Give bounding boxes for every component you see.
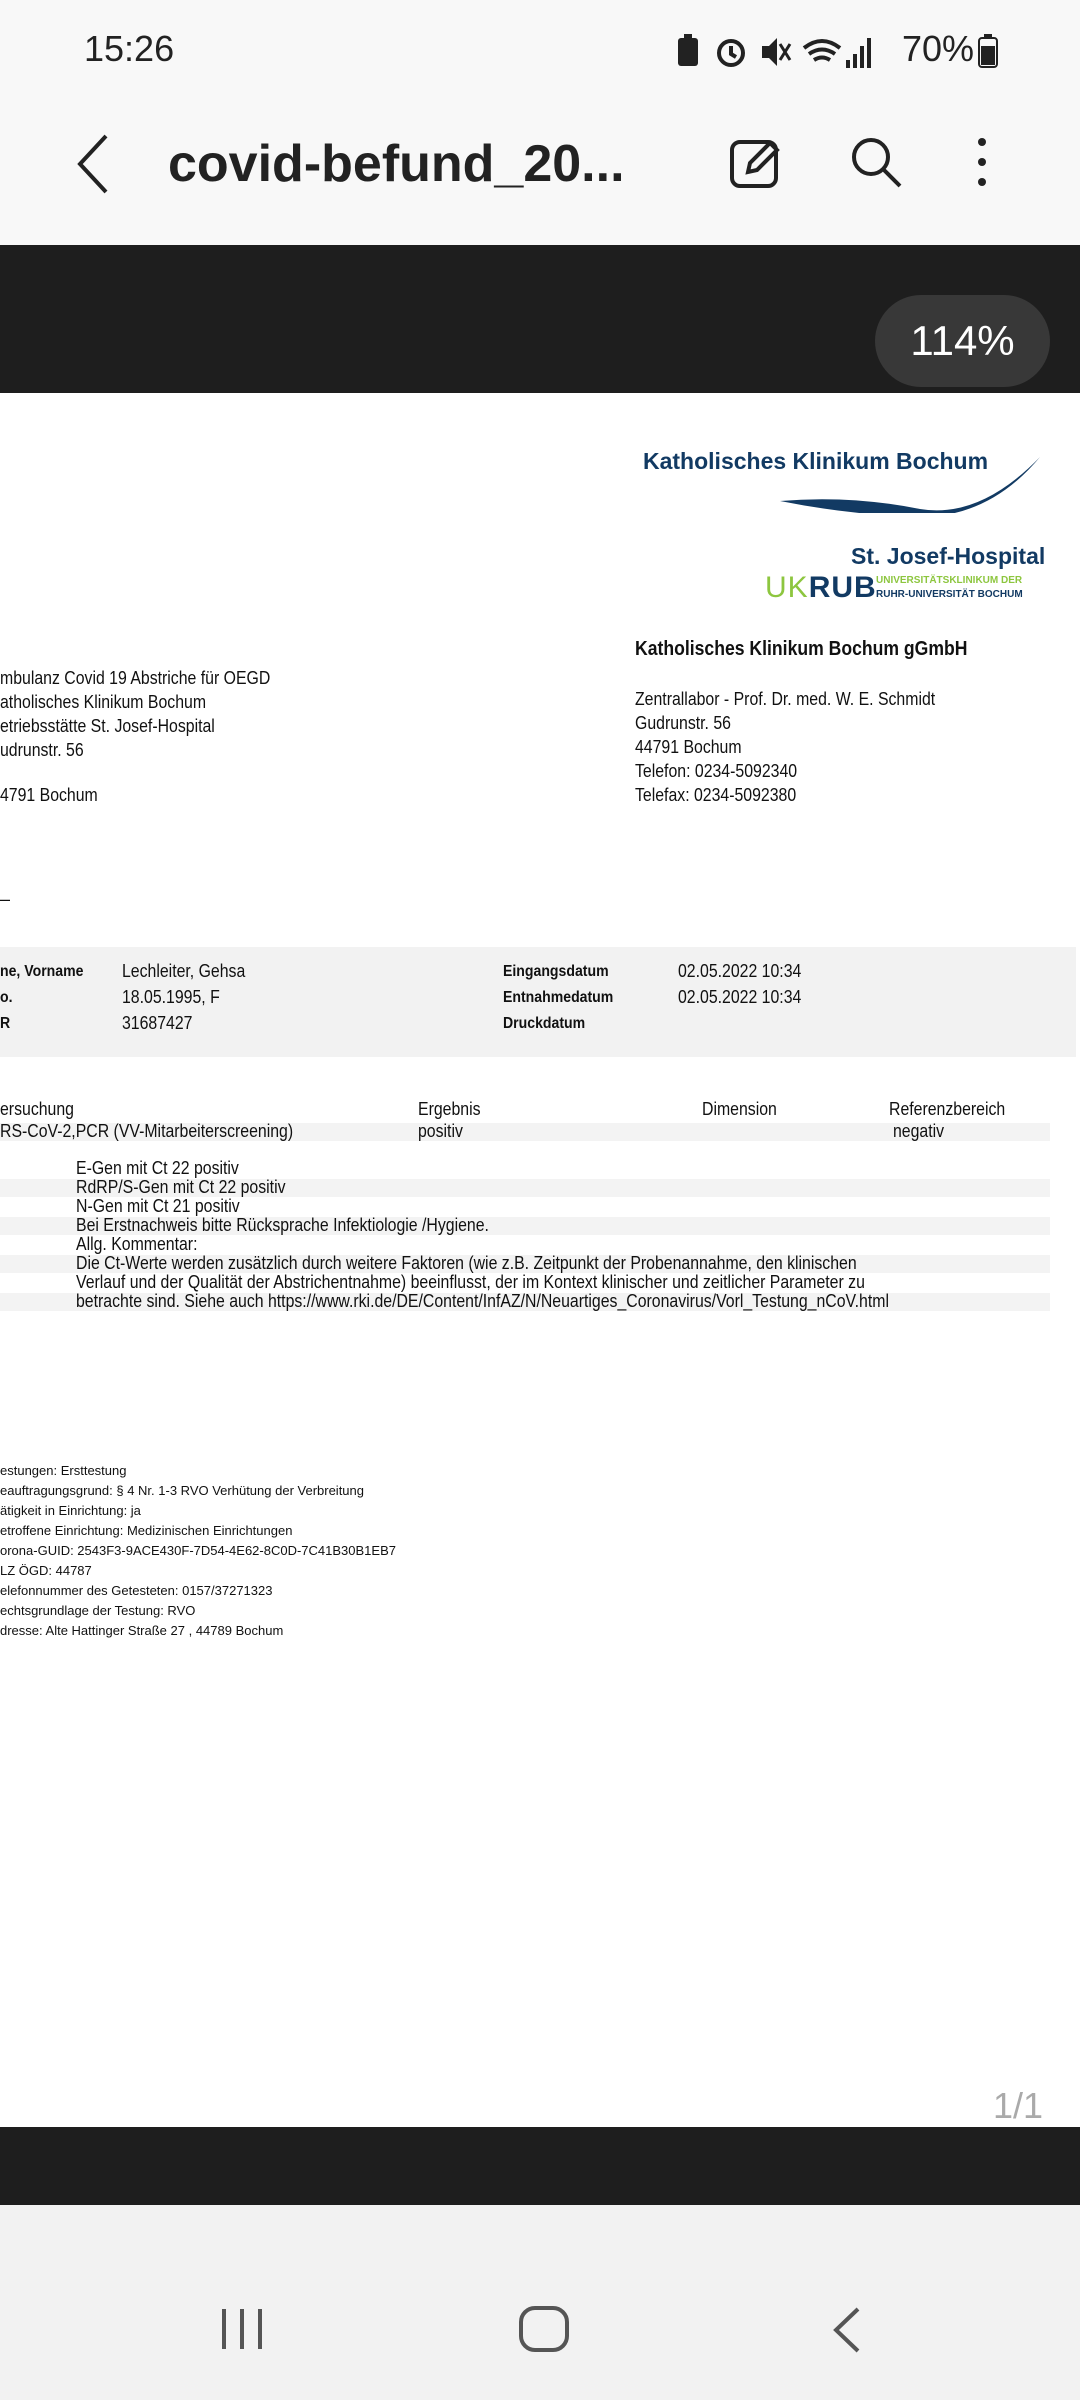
battery-icon	[978, 34, 998, 68]
wifi-icon	[804, 41, 840, 60]
app-bar	[0, 100, 1080, 245]
results-header: Dimension	[702, 1099, 777, 1119]
footer-line: estungen: Ersttestung	[0, 1463, 127, 1478]
patient-value: 02.05.2022 10:34	[678, 961, 802, 981]
recent-apps-icon[interactable]	[218, 2307, 266, 2351]
pdf-page[interactable]	[0, 393, 1080, 2127]
logo-uni-line2: RUHR-UNIVERSITÄT BOCHUM	[876, 589, 1023, 600]
patient-value: 31687427	[122, 1013, 193, 1033]
patient-value: 18.05.1995, F	[122, 987, 220, 1007]
document-title: covid-befund_20...	[168, 135, 625, 193]
logo-swoosh	[780, 453, 1040, 513]
patient-value: 02.05.2022 10:34	[678, 987, 802, 1007]
signal-icon	[846, 38, 871, 68]
zoom-level-badge	[875, 295, 1050, 387]
sender-line: Telefon: 0234-5092340	[635, 761, 798, 781]
footer-line: LZ ÖGD: 44787	[0, 1563, 92, 1578]
footer-line: eauftragungsgrund: § 4 Nr. 1-3 RVO Verhütung der Verbreitung	[0, 1483, 364, 1498]
edit-icon[interactable]	[728, 134, 784, 190]
back-arrow-icon[interactable]	[74, 132, 114, 196]
back-icon[interactable]	[830, 2305, 864, 2355]
battery-saver-icon	[678, 34, 698, 66]
result-detail: N-Gen mit Ct 21 positiv	[76, 1196, 240, 1216]
sender-line: Gudrunstr. 56	[635, 713, 731, 733]
patient-label: ne, Vorname	[0, 963, 84, 980]
zoom-level: 114%	[910, 317, 1015, 364]
footer-line: echtsgrundlage der Testung: RVO	[0, 1603, 196, 1618]
result-detail: E-Gen mit Ct 22 positiv	[76, 1158, 239, 1178]
recipient-line: udrunstr. 56	[0, 740, 84, 760]
patient-label: Druckdatum	[503, 1015, 586, 1032]
result-detail: Verlauf und der Qualität der Abstrichentnahme) beeinflusst, der im Kontext klinischer und zeitlicher Parameter zu	[76, 1272, 865, 1292]
patient-label: o.	[0, 989, 13, 1006]
result-detail: betrachte sind. Siehe auch https://www.rki.de/DE/Content/InfAZ/N/Neuartiges_Coronavirus/Vorl_Testung_nCoV.html	[76, 1291, 889, 1311]
results-header: Referenzbereich	[889, 1099, 1006, 1119]
logo-name: Katholisches Klinikum Bochum	[643, 448, 989, 474]
separator-dash: –	[0, 889, 11, 909]
result-detail: Die Ct-Werte werden zusätzlich durch weitere Faktoren (wie z.B. Zeitpunkt der Probenannahme, den klinischen	[76, 1253, 857, 1273]
result-detail: Allg. Kommentar:	[76, 1234, 198, 1254]
result-detail: RdRP/S-Gen mit Ct 22 positiv	[76, 1177, 286, 1197]
result-detail: Bei Erstnachweis bitte Rücksprache Infektiologie /Hygiene.	[76, 1215, 489, 1235]
battery-percent: 70%	[902, 28, 975, 69]
viewer-background	[0, 245, 1080, 393]
sender-line: 44791 Bochum	[635, 737, 742, 757]
test-name: RS-CoV-2,PCR (VV-Mitarbeiterscreening)	[0, 1121, 294, 1141]
patient-label: Eingangsdatum	[503, 963, 609, 980]
patient-value: Lechleiter, Gehsa	[122, 961, 246, 981]
recipient-line: atholisches Klinikum Bochum	[0, 692, 207, 712]
test-reference: negativ	[893, 1121, 945, 1141]
recipient-line: 4791 Bochum	[0, 785, 98, 805]
footer-line: etroffene Einrichtung: Medizinischen Einrichtungen	[0, 1523, 293, 1538]
status-bar	[0, 0, 1080, 100]
navigation-bar	[0, 2205, 1080, 2400]
alarm-icon	[719, 41, 743, 65]
patient-label: Entnahmedatum	[503, 989, 614, 1006]
footer-line: elefonnummer des Getesteten: 0157/37271323	[0, 1583, 273, 1598]
recipient-line: mbulanz Covid 19 Abstriche für OEGD	[0, 668, 271, 688]
recipient-line: etriebsstätte St. Josef-Hospital	[0, 716, 215, 736]
footer-line: dresse: Alte Hattinger Straße 27 , 44789 Bochum	[0, 1623, 284, 1638]
results-header: ersuchung	[0, 1099, 74, 1119]
mute-icon	[762, 38, 790, 66]
footer-line: orona-GUID: 2543F3-9ACE430F-7D54-4E62-8C0D-7C41B30B1EB7	[0, 1543, 396, 1558]
patient-label: R	[0, 1015, 11, 1032]
logo-hospital: St. Josef-Hospital	[851, 543, 1046, 569]
logo-uni-line1: UNIVERSITÄTSKLINIKUM DER	[876, 575, 1023, 586]
sender-line: Zentrallabor - Prof. Dr. med. W. E. Schmidt	[635, 689, 936, 709]
more-vert-icon[interactable]	[972, 136, 992, 192]
footer-line: ätigkeit in Einrichtung: ja	[0, 1503, 141, 1518]
sender-line: Telefax: 0234-5092380	[635, 785, 797, 805]
results-header: Ergebnis	[418, 1099, 481, 1119]
search-icon[interactable]	[848, 134, 904, 190]
sender-heading: Katholisches Klinikum Bochum gGmbH	[635, 638, 968, 660]
viewer-background-bottom	[0, 2127, 1080, 2205]
page-indicator: 1/1	[993, 2085, 1044, 2126]
test-result: positiv	[418, 1121, 463, 1141]
home-icon[interactable]	[518, 2305, 570, 2353]
logo-ukrub: UKRUB	[765, 571, 877, 604]
clock: 15:26	[84, 28, 175, 69]
